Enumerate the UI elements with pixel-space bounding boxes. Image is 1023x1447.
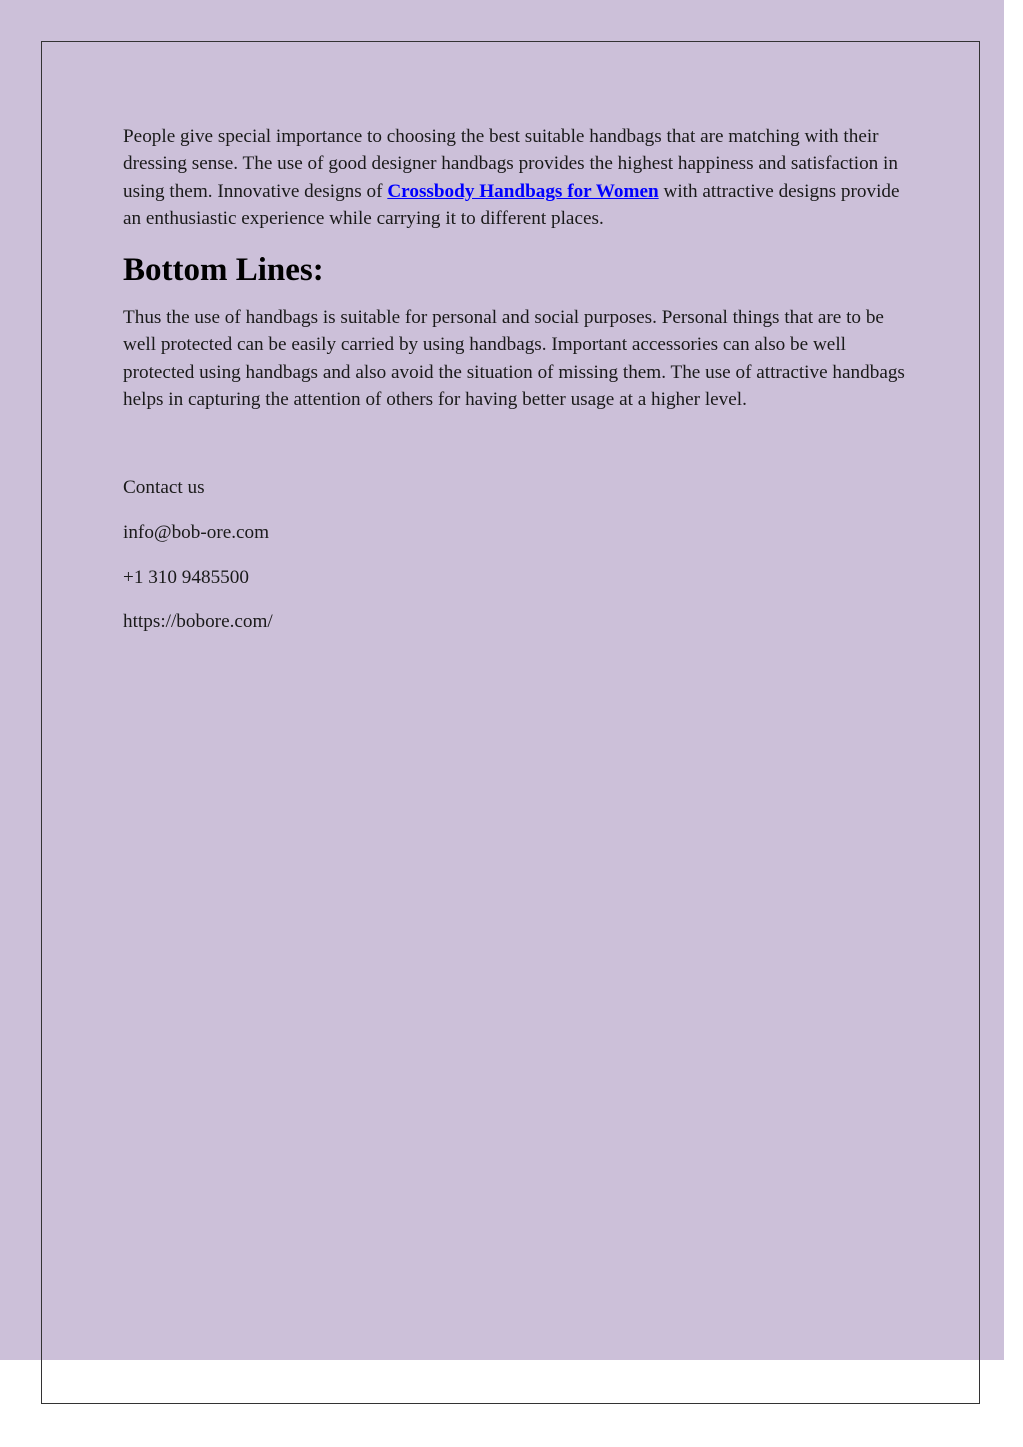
page-content — [123, 120, 908, 653]
intro-paragraph — [123, 123, 908, 232]
contact-label: Contact us — [123, 477, 205, 499]
section-body-paragraph: Thus the use of handbags is suitable for personal and social purposes. Personal things that are to be well protected can be easily carried by using handbags. Important accessories can also be well protected using handbags and also avoid the situation of missing them. The use of attractive handbags helps in capturing the attention of others for having better usage at a higher level. — [123, 307, 905, 411]
intro-text-before-link: People give special importance to choosing the best suitable handbags that are matching with their dressing sense. The use of good designer handbags provides the highest happiness and satisfaction in using them. Innovative designs of — [123, 126, 898, 202]
section-heading: Bottom Lines: — [123, 252, 324, 289]
contact-block — [123, 474, 908, 635]
intro-text-after-link: with attractive designs provide an enthusiastic experience while carrying it to different places. — [123, 180, 900, 229]
contact-email: info@bob-ore.com — [123, 521, 270, 543]
contact-website: https://bobore.com/ — [123, 611, 273, 633]
contact-phone: +1 310 9485500 — [123, 566, 249, 588]
crossbody-handbags-link[interactable]: Crossbody Handbags for Women — [387, 180, 659, 202]
